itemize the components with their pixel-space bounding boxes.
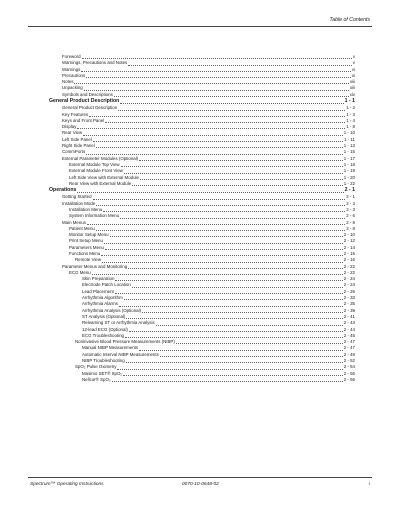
toc-entry-label: Relearning ST or Arrhythmia Analysis [82, 320, 155, 326]
toc-dot-leader [74, 79, 348, 84]
toc-entry-page: 2 - 49 [343, 351, 355, 357]
toc-entry-page: 2 - 24 [343, 276, 355, 282]
toc-entry-label: Keys and Front Panel [62, 117, 105, 123]
toc-dot-leader [96, 143, 343, 148]
toc-dot-leader [84, 85, 349, 90]
toc-entry-page: 1 - 15 [343, 149, 355, 155]
table-of-contents [49, 54, 355, 383]
toc-dot-leader [117, 364, 342, 369]
toc-entry-label: Foreword [62, 54, 81, 59]
toc-entry-label: NIBP Troubleshooting [82, 358, 125, 364]
toc-entry-page: 1 - 1 [344, 98, 355, 105]
toc-dot-leader [142, 308, 343, 313]
toc-dot-leader [128, 264, 343, 269]
toc-dot-leader [124, 295, 343, 300]
toc-entry-label: Display [62, 124, 77, 130]
toc-entry-label: Manual NIBP Measurements [82, 345, 139, 351]
toc-dot-leader [160, 352, 343, 357]
toc-entry-label: Warnings [62, 66, 81, 72]
toc-entry-label: Monitor Setup Menu [69, 232, 109, 238]
toc-entry-label: Right Side Panel [62, 143, 95, 149]
toc-dot-leader [119, 301, 343, 306]
toc-entry-label: Arrhythmia Analysis (Optional) [82, 307, 142, 313]
toc-entry-label: General Product Description [49, 98, 120, 105]
toc-entry-page: 1 - 2 [346, 105, 355, 111]
toc-entry-page: 2 - 10 [343, 232, 355, 238]
toc-entry-page: 1 - 18 [343, 161, 355, 167]
toc-dot-leader [132, 282, 343, 287]
toc-dot-leader [101, 251, 343, 256]
toc-dot-leader [82, 54, 352, 59]
toc-entry-page: vi [351, 66, 355, 72]
toc-dot-leader [103, 207, 345, 212]
toc-dot-leader [120, 213, 345, 218]
toc-dot-leader [87, 220, 345, 225]
header-rule [28, 26, 372, 27]
toc-entry-label: Parameters Menu [69, 244, 104, 250]
toc-dot-leader [115, 289, 343, 294]
toc-entry-label: Functions Menu [69, 250, 101, 256]
toc-entry-page: 2 - 52 [343, 358, 355, 364]
toc-entry-label: Symbols and Descriptions [62, 91, 113, 97]
toc-entry-label: SpO₂ Pulse Oximetry [75, 364, 117, 370]
toc-dot-leader [83, 130, 343, 135]
toc-dot-leader [86, 149, 343, 154]
toc-entry-page: 2 - 15 [343, 250, 355, 256]
toc-entry-page: 1 - 10 [343, 130, 355, 136]
footer-document-title: Spectrum™ Operating Instructions [30, 482, 104, 487]
toc-entry-label: Installation Mode [62, 200, 96, 206]
toc-entry-label: Operations [49, 187, 77, 194]
toc-entry-page: 1 - 8 [346, 124, 355, 130]
toc-entry-page: v [352, 54, 355, 59]
toc-dot-leader [123, 371, 343, 376]
toc-entry-label: ST Analysis (Optional) [82, 313, 126, 319]
toc-entry-page: 2 - 45 [343, 332, 355, 338]
toc-entry-page: 2 - 14 [343, 244, 355, 250]
footer-part-number: 0070-10-0648-02 [182, 482, 219, 487]
toc-entry-label: Installation Menu [69, 206, 103, 212]
toc-entry-page: 2 - 6 [346, 213, 355, 219]
toc-dot-leader [96, 201, 345, 206]
toc-entry-page: xi [351, 72, 355, 78]
toc-entry-label: Getting Started [62, 194, 92, 200]
toc-entry-page: 2 - 1 [346, 194, 355, 200]
toc-entry-page: 2 - 44 [343, 326, 355, 332]
toc-entry-page: 2 - 43 [343, 320, 355, 326]
toc-entry-page: 2 - 39 [343, 307, 355, 313]
toc-entry-page: 2 - 8 [346, 219, 355, 225]
toc-entry-page: 1 - 17 [343, 155, 355, 161]
toc-entry-label: Electrode Patch Location [82, 282, 131, 288]
toc-entry-label: CommPorts [62, 149, 86, 155]
toc-entry-label: Precautions [62, 72, 86, 78]
toc-entry-label: Patient Menu [69, 225, 95, 231]
toc-dot-leader [128, 60, 352, 65]
page-footer [30, 482, 370, 490]
toc-dot-leader [104, 238, 343, 243]
toc-dot-leader [132, 181, 343, 186]
toc-entry-page: 2 - 22 [343, 269, 355, 275]
toc-entry-label: Rear View [62, 130, 83, 136]
toc-entry-page: 2 - 33 [343, 295, 355, 301]
toc-entry-page: 1 - 3 [346, 111, 355, 117]
toc-dot-leader [139, 156, 343, 161]
footer-rule [28, 477, 372, 478]
toc-entry-label: Rear View with External Module [69, 180, 132, 186]
toc-entry-page: xiv [349, 91, 355, 97]
toc-entry-label: Left Side View with External Module [69, 174, 139, 180]
toc-entry-label: Automatic Interval NIBP Measurements [82, 351, 159, 357]
toc-entry-page: 2 - 47 [343, 339, 355, 345]
toc-entry-page: v [352, 60, 355, 66]
toc-entry-page: xiii [349, 79, 355, 85]
toc-entry-label: Nellcor® SpO₂ [82, 376, 111, 382]
toc-entry-page: 1 - 22 [343, 180, 355, 186]
toc-entry-label: External Parameter Modules (Optional) [62, 155, 139, 161]
toc-entry-label: Arrhythmia Algorithm [82, 295, 123, 301]
toc-entry-page: 2 - 8 [346, 225, 355, 231]
toc-entry-label: Left Side Panel [62, 136, 92, 142]
toc-entry-label: Masimo SET® SpO₂ [82, 370, 123, 376]
toc-entry-label: 12-lead ECG (Optional) [82, 326, 128, 332]
toc-entry-label: Skin Preparation [82, 276, 115, 282]
toc-dot-leader [105, 118, 345, 123]
toc-entry-label: Lead Placement [82, 288, 114, 294]
toc-entry-label: Print Setup Menu [69, 238, 103, 244]
toc-dot-leader [89, 112, 345, 117]
toc-dot-leader [93, 194, 346, 199]
toc-dot-leader [115, 276, 342, 281]
footer-page-number: i [368, 482, 370, 487]
toc-entry[interactable] [49, 377, 355, 383]
toc-entry-label: System Information Menu [69, 213, 120, 219]
toc-dot-leader [105, 245, 343, 250]
toc-dot-leader [81, 67, 350, 72]
toc-dot-leader [110, 232, 343, 237]
toc-entry-label: Arrhythmia Alarms [82, 301, 118, 307]
toc-entry-page: 2 - 3 [346, 200, 355, 206]
toc-dot-leader [124, 168, 343, 173]
toc-dot-leader [96, 226, 345, 231]
toc-entry-label: External Module Front View [69, 168, 123, 174]
toc-entry-page: 1 - 20 [343, 174, 355, 180]
header-title: Table of Contents [329, 17, 370, 23]
toc-dot-leader [92, 270, 343, 275]
toc-dot-leader [77, 124, 345, 129]
toc-dot-leader [126, 314, 342, 319]
toc-entry-page: 2 - 26 [343, 288, 355, 294]
toc-entry-page: xiii [349, 85, 355, 91]
toc-dot-leader [125, 333, 343, 338]
toc-entry-label: General Product Description [62, 105, 118, 111]
toc-dot-leader [114, 92, 349, 97]
toc-entry-label: ECG Menu [69, 269, 91, 275]
toc-entry-page: 2 - 47 [343, 345, 355, 351]
toc-chapter-entry[interactable] [49, 187, 355, 194]
toc-dot-leader [140, 175, 343, 180]
toc-entry-page: 1 - 4 [346, 117, 355, 123]
toc-entry-page: 2 - 35 [343, 301, 355, 307]
toc-dot-leader [156, 320, 343, 325]
toc-entry-page: 2 - 56 [343, 376, 355, 382]
toc-entry-label: Noninvasive Blood Pressure Measurements (NIBP) [75, 339, 175, 345]
toc-entry-page: 2 - 12 [343, 238, 355, 244]
toc-dot-leader [121, 162, 343, 167]
toc-entry-page: 2 - 22 [343, 263, 355, 269]
toc-entry-label: External Module Top View [69, 161, 120, 167]
toc-dot-leader [86, 73, 351, 78]
toc-dot-leader [102, 257, 343, 262]
toc-entry-page: 2 - 3 [346, 206, 355, 212]
toc-dot-leader [126, 358, 343, 363]
toc-entry-page: 1 - 11 [344, 136, 355, 142]
toc-entry-page: 2 - 41 [343, 313, 355, 319]
toc-dot-leader [139, 345, 343, 350]
toc-entry-label: Warnings, Precautions and Notes [62, 60, 128, 66]
toc-entry-page: 1 - 19 [343, 168, 355, 174]
toc-dot-leader [93, 137, 343, 142]
toc-entry-page: 2 - 24 [343, 282, 355, 288]
toc-dot-leader [112, 377, 343, 382]
toc-entry-page: 2 - 16 [343, 257, 355, 263]
toc-entry-label: Key Features [62, 111, 89, 117]
toc-entry-page: 2 - 1 [344, 187, 355, 194]
toc-entry-label: Unpacking [62, 85, 83, 91]
toc-entry-label: Notes [62, 79, 74, 85]
toc-dot-leader [77, 187, 343, 193]
toc-entry-label: Remote View [75, 257, 102, 263]
toc-entry-label: ECG Troubleshooting [82, 332, 124, 338]
toc-dot-leader [120, 98, 343, 104]
toc-entry-label: Main Menus [62, 219, 86, 225]
toc-entry-page: 2 - 54 [343, 364, 355, 370]
toc-entry-page: 2 - 56 [343, 370, 355, 376]
toc-chapter-entry[interactable] [49, 98, 355, 105]
toc-entry-page: 1 - 13 [343, 143, 355, 149]
toc-dot-leader [118, 105, 345, 110]
toc-entry-label: Parameter Menus and Monitoring [62, 263, 128, 269]
toc-dot-leader [129, 327, 343, 332]
toc-dot-leader [176, 339, 343, 344]
